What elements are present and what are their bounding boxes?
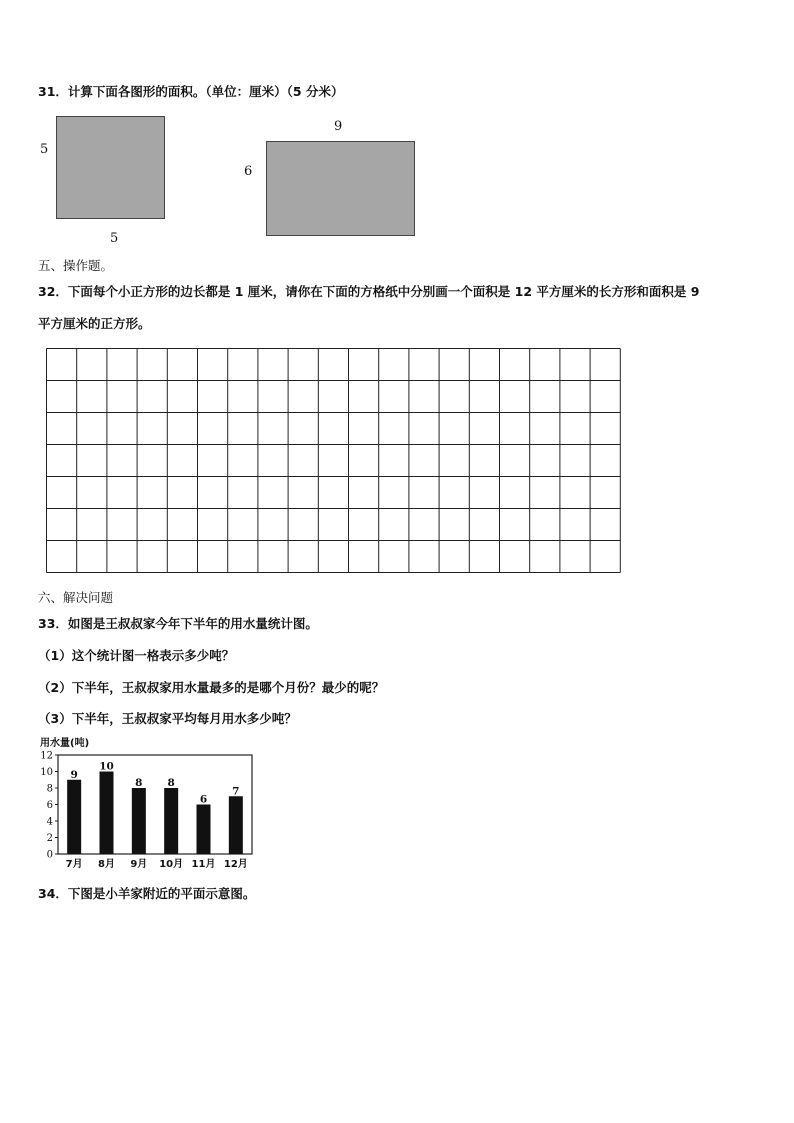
- q31-title: 31．计算下面各图形的面积。（单位：厘米）（5 分米）: [38, 84, 344, 99]
- chart-x-tick-label: 8月: [98, 859, 115, 870]
- section-5-heading: 五、操作题。: [38, 258, 114, 273]
- q33-title: 33．如图是王叔叔家今年下半年的用水量统计图。: [38, 616, 318, 631]
- chart-bar: [100, 772, 114, 855]
- chart-y-tick-label: 2: [46, 833, 53, 844]
- q33-sub3: （3）下半年，王叔叔家平均每月用水多少吨？: [38, 711, 297, 726]
- chart-bar: [67, 780, 81, 854]
- q32-line2: 平方厘米的正方形。: [38, 316, 151, 331]
- chart-bar: [229, 796, 243, 854]
- chart-bar-value-label: 10: [99, 760, 114, 773]
- chart-y-tick-label: 4: [46, 816, 53, 828]
- q34-title: 34．下图是小羊家附近的平面示意图。: [38, 886, 256, 901]
- chart-y-tick-label: 8: [46, 783, 53, 795]
- chart-bar: [164, 788, 178, 854]
- rect-top-label: 9: [334, 119, 343, 134]
- square-shape: [56, 116, 165, 219]
- chart-y-tick-label: 12: [40, 750, 53, 762]
- chart-y-axis-label: 用水量(吨): [40, 738, 90, 749]
- chart-bar-value-label: 8: [135, 777, 143, 789]
- chart-x-tick-label: 9月: [130, 859, 148, 870]
- water-usage-chart: [38, 737, 258, 875]
- chart-bar: [132, 788, 146, 854]
- chart-y-tick-label: 0: [46, 849, 53, 861]
- chart-x-tick-label: 10月: [159, 859, 184, 870]
- q33-sub1: （1）这个统计图一格表示多少吨？: [38, 648, 235, 663]
- rect-side-label: 6: [244, 164, 253, 179]
- grid-paper: [46, 348, 623, 574]
- chart-x-tick-label: 7月: [65, 859, 83, 870]
- chart-bar-value-label: 6: [199, 793, 208, 806]
- chart-x-tick-label: 11月: [191, 859, 216, 870]
- square-bottom-label: 5: [110, 231, 119, 246]
- chart-y-tick-label: 10: [40, 767, 53, 778]
- chart-bar-value-label: 7: [232, 785, 240, 798]
- rectangle-shape: [266, 141, 415, 236]
- chart-y-tick-label: 6: [46, 800, 53, 811]
- chart-bar-value-label: 9: [70, 768, 78, 781]
- q32-line1: 32．下面每个小正方形的边长都是 1 厘米，请你在下面的方格纸中分别画一个面积是 12 平方厘米的长方形和面积是 9: [38, 284, 700, 299]
- chart-bar: [197, 805, 211, 855]
- chart-x-tick-label: 12月: [223, 859, 248, 870]
- square-side-label: 5: [40, 142, 49, 157]
- section-6-heading: 六、解决问题: [38, 590, 114, 605]
- q33-sub2: （2）下半年，王叔叔家用水量最多的是哪个月份？最少的呢？: [38, 680, 385, 695]
- chart-frame: [58, 755, 252, 854]
- chart-bar-value-label: 8: [167, 777, 175, 789]
